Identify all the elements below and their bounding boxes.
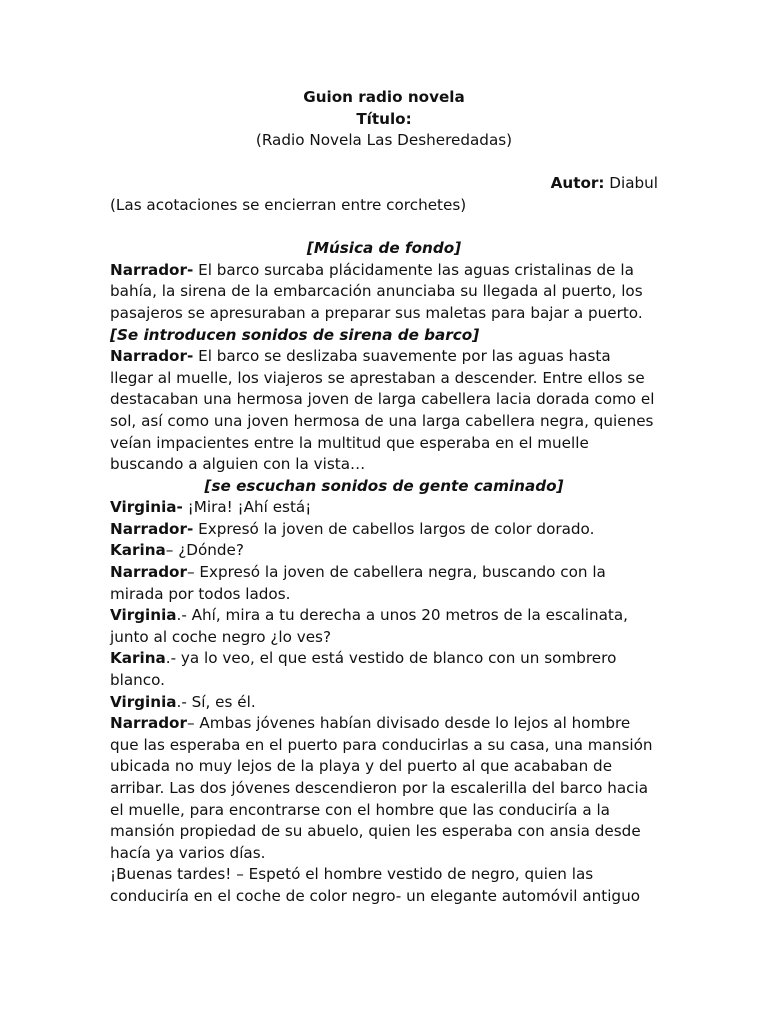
dialogue-paragraph: [110, 648, 658, 691]
dialogue-text: ¡Mira! ¡Ahí está¡: [182, 498, 312, 517]
doc-heading: Guion radio novela: [303, 88, 465, 106]
dialogue-text: .- ya lo veo, el que está vestido de blanco con un sombrero blanco.: [110, 649, 617, 690]
dialogue-paragraph: [110, 346, 658, 476]
dialogue-paragraph: [110, 562, 658, 605]
doc-title: (Radio Novela Las Desheredadas): [255, 131, 513, 150]
dialogue-paragraph: [110, 519, 658, 541]
dialogue-text: Expresó la joven de cabellos largos de color dorado.: [193, 519, 595, 538]
dialogue-text: – Ambas jóvenes habían divisado desde lo lejos al hombre que las esperaba en el puerto para conducirlas a su casa, una mansión ubicada no muy lejos de la playa y del puerto al que acababan de arribar. Las dos jóvenes descendieron por la escalerilla del barco hacia el muelle, para encontrarse con el hombre que las conduciría a la mansión propiedad de su abuelo, quien les esperaba con ansia desde hacía ya varios días.: [110, 714, 653, 862]
dialogue-text: El barco surcaba plácidamente las aguas cristalinas de la bahía, la sirena de la embarcación anunciaba su llegada al puerto, los pasajeros se apresuraban a preparar sus maletas para bajar a puerto.: [110, 260, 643, 322]
dialogue-paragraph: [110, 497, 658, 519]
dialogue-paragraph: [110, 713, 658, 864]
dialogue-text: El barco se deslizaba suavemente por las aguas hasta llegar al muelle, los viajeros se aprestaban a descender. Entre ellos se destacaban una hermosa joven de larga cabellera lacia dorada como el sol, así como una joven hermosa de una larga cabellera negra, quienes veían impacientes entre la multitud que esperaba en el muelle buscando a alguien con la vista…: [110, 347, 655, 474]
speaker-label: Karina: [110, 541, 166, 560]
dialogue-text: – ¿Dónde?: [165, 541, 244, 560]
speaker-label: Narrador: [110, 714, 187, 733]
dialogue-paragraph: ¡Buenas tardes! – Espetó el hombre vestido de negro, quien las conduciría en el coche de color negro- un elegante automóvil antiguo: [110, 865, 640, 905]
dialogue-paragraph: [110, 605, 658, 648]
sound-cue: [se escuchan sonidos de gente caminado]: [204, 476, 564, 495]
music-cue: [Música de fondo]: [306, 239, 462, 258]
speaker-label: Karina: [110, 649, 166, 668]
author-name: Diabul: [604, 174, 658, 193]
speaker-label: Virginia-: [110, 498, 183, 517]
document-page: [110, 87, 658, 908]
speaker-label: Virginia: [110, 606, 177, 625]
dialogue-paragraph: [110, 692, 658, 714]
doc-title-label: Título:: [356, 109, 412, 128]
speaker-label: Virginia: [110, 692, 177, 711]
author-line: [110, 173, 658, 195]
stage-note: (Las acotaciones se encierran entre corchetes): [110, 195, 467, 214]
dialogue-paragraph: [110, 540, 658, 562]
sound-cue: [Se introducen sonidos de sirena de barco]: [110, 325, 480, 344]
speaker-label: Narrador-: [110, 347, 194, 366]
dialogue-text: – Expresó la joven de cabellera negra, buscando con la mirada por todos lados.: [110, 563, 606, 603]
speaker-label: Narrador-: [110, 519, 194, 538]
dialogue-text: .- Sí, es él.: [176, 692, 256, 711]
speaker-label: Narrador: [110, 563, 187, 582]
spacer: [110, 152, 658, 174]
author-label: Autor:: [550, 174, 605, 193]
dialogue-paragraph: [110, 260, 658, 325]
spacer: [110, 217, 658, 239]
speaker-label: Narrador-: [110, 260, 194, 279]
dialogue-text: .- Ahí, mira a tu derecha a unos 20 metros de la escalinata, junto al coche negro ¿lo ves?: [110, 606, 628, 646]
